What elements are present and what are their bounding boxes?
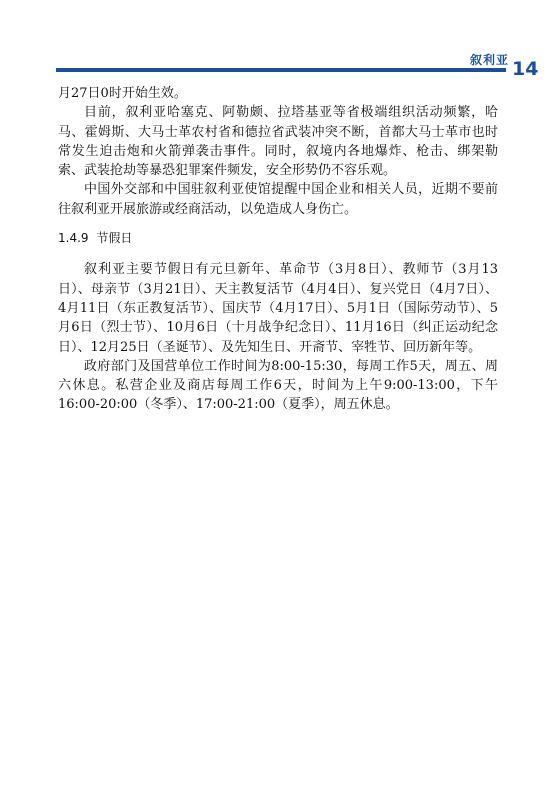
- header-rule: [56, 68, 506, 72]
- page-number: 14: [512, 58, 539, 80]
- paragraph-holidays: 叙利亚主要节假日有元旦新年、革命节（3月8日）、教师节（3月13日）、母亲节（3月21日）、天主教复活节（4月4日）、复兴党日（4月7日）、4月11日（东正教复活节）、国庆节（4月17日）、5月1日（国际劳动节）、5月6日（烈士节）、10月6日（十月战争纪念日）、11月16日（纠正运动纪念日）、12月25日（圣诞节）、及先知生日、开斋节、宰牲节、回历新年等。: [58, 262, 498, 355]
- chapter-title: 叙利亚: [469, 53, 509, 67]
- page-header: [0, 0, 559, 80]
- page-content: [58, 84, 498, 415]
- paragraph-continuation: 月27日0时开始生效。: [58, 86, 187, 101]
- section-number: 1.4.9: [58, 231, 89, 246]
- paragraph-travel-advisory: 中国外交部和中国驻叙利亚使馆提醒中国企业和相关人员，近期不要前往叙利亚开展旅游或经商活动，以免造成人身伤亡。: [58, 182, 498, 217]
- section-heading: [58, 229, 498, 248]
- paragraph-security-situation: 目前，叙利亚哈塞克、阿勒颇、拉塔基亚等省极端组织活动频繁，哈马、霍姆斯、大马士革农村省和德拉省武装冲突不断，首都大马士革市也时常发生迫击炮和火箭弹袭击事件。同时，叙境内各地爆炸、枪击、绑架勒索、武装抢劫等暴恐犯罪案件频发，安全形势仍不容乐观。: [58, 105, 498, 179]
- paragraph-working-hours: 政府部门及国营单位工作时间为8:00-15:30，每周工作5天，周五、周六休息。私营企业及商店每周工作6天，时间为上午9:00-13:00，下午16:00-20:00（冬季）、17:00-21:00（夏季），周五休息。: [58, 358, 498, 413]
- section-title: 节假日: [96, 231, 133, 246]
